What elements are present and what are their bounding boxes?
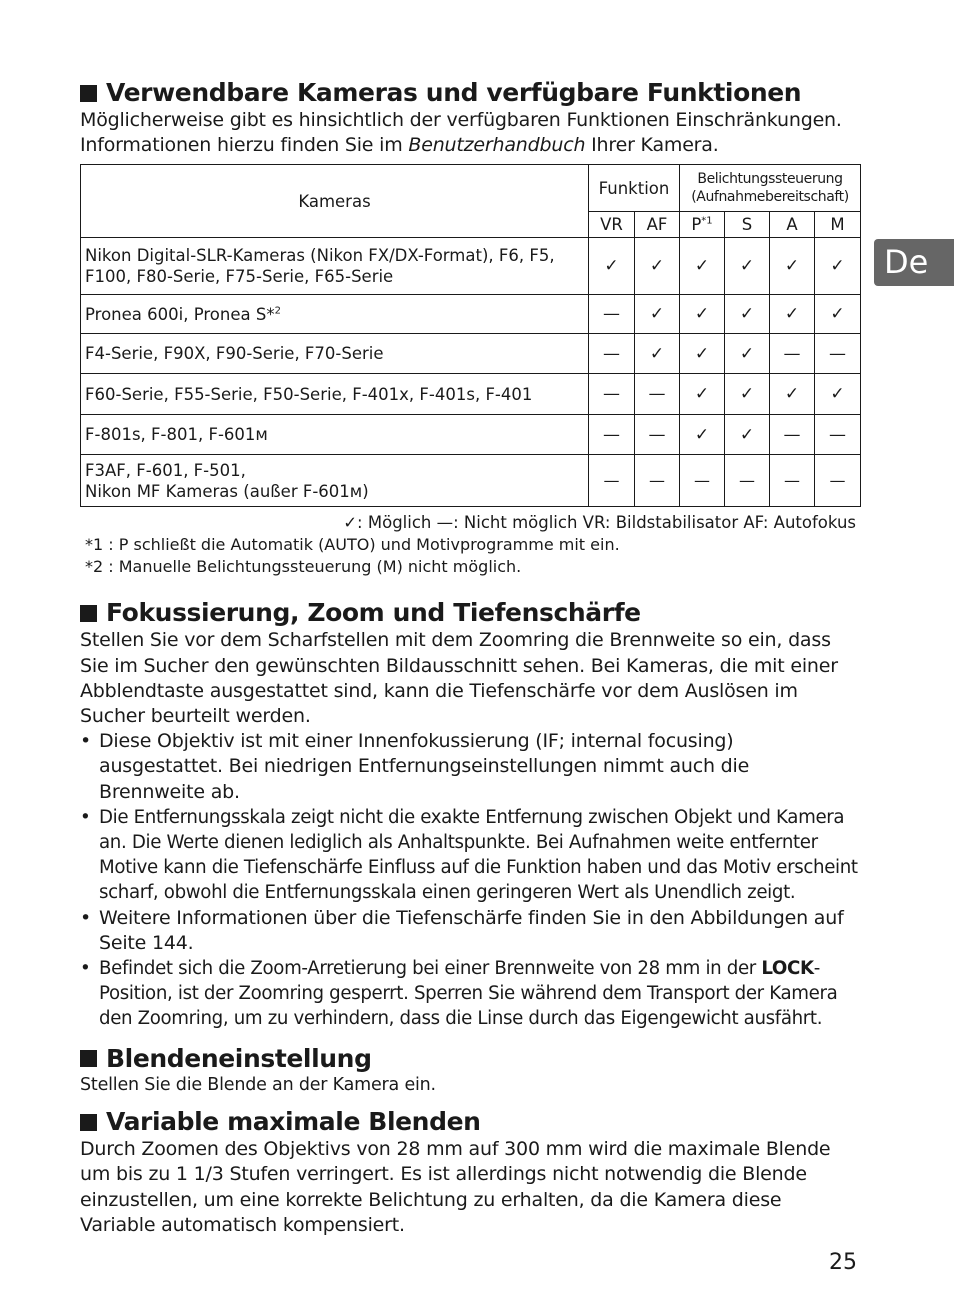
list-item: • Befindet sich die Zoom-Arretierung bei einer Brennweite von 28 mm in der LOCK-Position, ist der Zoomring gesperrt. Sperren Sie während dem Transport der Kamera den Zoomring, um zu verhindern, dass die Linse durch das Eigengewicht ausfährt.	[80, 956, 860, 1032]
cell-m: ✓	[815, 238, 861, 295]
cell-s: ✓	[725, 415, 770, 455]
col-vr: VR	[589, 212, 635, 238]
camera-name: F60-Serie, F55-Serie, F50-Serie, F-401x, F-401s, F-401	[81, 374, 589, 415]
list-item: • Weitere Informationen über die Tiefenschärfe finden Sie in den Abbildungen auf Seite 144.	[80, 906, 860, 956]
cell-vr: —	[589, 455, 635, 507]
compatibility-table	[80, 164, 861, 507]
cell-vr: ✓	[589, 238, 635, 295]
cell-vr: —	[589, 415, 635, 455]
cell-p: ✓	[680, 334, 725, 374]
square-bullet-icon	[80, 1114, 97, 1131]
table-note-1: *1 : P schließt die Automatik (AUTO) und Motivprogramme mit ein.	[85, 535, 620, 555]
camera-name: Nikon Digital-SLR-Kameras (Nikon FX/DX-Format), F6, F5, F100, F80-Serie, F75-Serie, F65-Serie	[81, 238, 589, 295]
square-bullet-icon	[80, 605, 97, 622]
cell-af: —	[635, 415, 680, 455]
section-variable	[80, 1107, 860, 1238]
focus-body: Stellen Sie vor dem Scharfstellen mit dem Zoomring die Brennweite so ein, dass Sie im Sucher den gewünschten Bildausschnitt sehen. Bei Kameras, die mit einer Abblendtaste ausgestattet sind, kann die Tiefenschärfe vor dem Auslösen im Sucher beurteilt werden.	[80, 629, 838, 728]
cell-p: ✓	[680, 415, 725, 455]
cell-vr: —	[589, 334, 635, 374]
cell-s: ✓	[725, 238, 770, 295]
list-item: • Diese Objektiv ist mit einer Innenfokussierung (IF; internal focusing) ausgestattet. Bei niedrigen Entfernungseinstellungen nimmt auch die Brennweite ab.	[80, 729, 860, 805]
cell-a: —	[770, 415, 815, 455]
table-row	[81, 374, 861, 415]
cell-s: ✓	[725, 374, 770, 415]
col-s: S	[725, 212, 770, 238]
cell-vr: —	[589, 374, 635, 415]
aperture-body: Stellen Sie die Blende an der Kamera ein.	[80, 1074, 436, 1095]
list-item: • Die Entfernungsskala zeigt nicht die exakte Entfernung zwischen Objekt und Kamera an. Die Werte dienen lediglich als Anhaltspunkte. Bei Aufnahmen weite entfernter Motive kann die Tiefenschärfe Einfluss auf die Funktion haben und das Motiv erscheint scharf, obwohl die Entfernungsskala einen geringeren Wert als Unendlich zeigt.	[80, 805, 860, 906]
language-tab: De	[874, 239, 954, 286]
intro-text: Möglicherweise gibt es hinsichtlich der verfügbaren Funktionen Einschränkungen. Informationen hierzu finden Sie im Benutzerhandbuch Ihrer Kamera.	[80, 109, 842, 157]
camera-name: F-801s, F-801, F-601м	[81, 415, 589, 455]
table-row	[81, 238, 861, 295]
camera-name: F3AF, F-601, F-501, Nikon MF Kameras (außer F-601м)	[81, 455, 589, 507]
table-row	[81, 334, 861, 374]
cell-a: —	[770, 334, 815, 374]
cell-m: —	[815, 455, 861, 507]
cell-p: ✓	[680, 295, 725, 334]
cell-p: ✓	[680, 374, 725, 415]
cell-a: ✓	[770, 374, 815, 415]
focus-bullets	[80, 729, 860, 1031]
cell-s: —	[725, 455, 770, 507]
cell-p: —	[680, 455, 725, 507]
table-row	[81, 415, 861, 455]
header-exposure: Belichtungssteuerung (Aufnahmebereitschaft)	[680, 165, 861, 212]
table-note-2: *2 : Manuelle Belichtungssteuerung (M) nicht möglich.	[85, 557, 522, 577]
cell-a: ✓	[770, 238, 815, 295]
camera-name: Pronea 600i, Pronea S*$^2$	[81, 295, 589, 334]
page-content	[80, 78, 860, 1238]
header-cameras: Kameras	[81, 165, 589, 238]
cell-m: —	[815, 415, 861, 455]
page-number: 25	[829, 1250, 857, 1275]
table-row	[81, 295, 861, 334]
cell-af: —	[635, 455, 680, 507]
section-focus	[80, 598, 860, 1031]
cell-s: ✓	[725, 295, 770, 334]
cell-af: —	[635, 374, 680, 415]
cell-af: ✓	[635, 295, 680, 334]
variable-body: Durch Zoomen des Objektivs von 28 mm auf 300 mm wird die maximale Blende um bis zu 1 1/3 Stufen verringert. Es ist allerdings nicht notwendig die Blende einzustellen, um eine korrekte Belichtung zu erhalten, da die Kamera diese Variable automatisch kompensiert.	[80, 1138, 831, 1236]
col-a: A	[770, 212, 815, 238]
header-function: Funktion	[589, 165, 680, 212]
col-p: $P^{*1}$	[680, 212, 725, 238]
cell-m: ✓	[815, 295, 861, 334]
cell-p: ✓	[680, 238, 725, 295]
section-title-variable: Variable maximale Blenden	[80, 1107, 860, 1137]
cell-a: ✓	[770, 295, 815, 334]
table-legend: ✓: Möglich —: Nicht möglich VR: Bildstabilisator AF: Autofokus	[343, 513, 856, 533]
col-m: M	[815, 212, 861, 238]
section-title-focus: Fokussierung, Zoom und Tiefenschärfe	[80, 598, 860, 628]
table-row	[81, 455, 861, 507]
cell-m: —	[815, 334, 861, 374]
cell-af: ✓	[635, 334, 680, 374]
square-bullet-icon	[80, 1050, 97, 1067]
cell-af: ✓	[635, 238, 680, 295]
cell-a: —	[770, 455, 815, 507]
cell-vr: —	[589, 295, 635, 334]
section-title-aperture: Blendeneinstellung	[80, 1044, 860, 1074]
square-bullet-icon	[80, 85, 97, 102]
section-aperture	[80, 1044, 860, 1098]
cell-m: ✓	[815, 374, 861, 415]
col-af: AF	[635, 212, 680, 238]
cell-s: ✓	[725, 334, 770, 374]
section-title-cameras: Verwendbare Kameras und verfügbare Funktionen	[80, 78, 860, 108]
camera-name: F4-Serie, F90X, F90-Serie, F70-Serie	[81, 334, 589, 374]
